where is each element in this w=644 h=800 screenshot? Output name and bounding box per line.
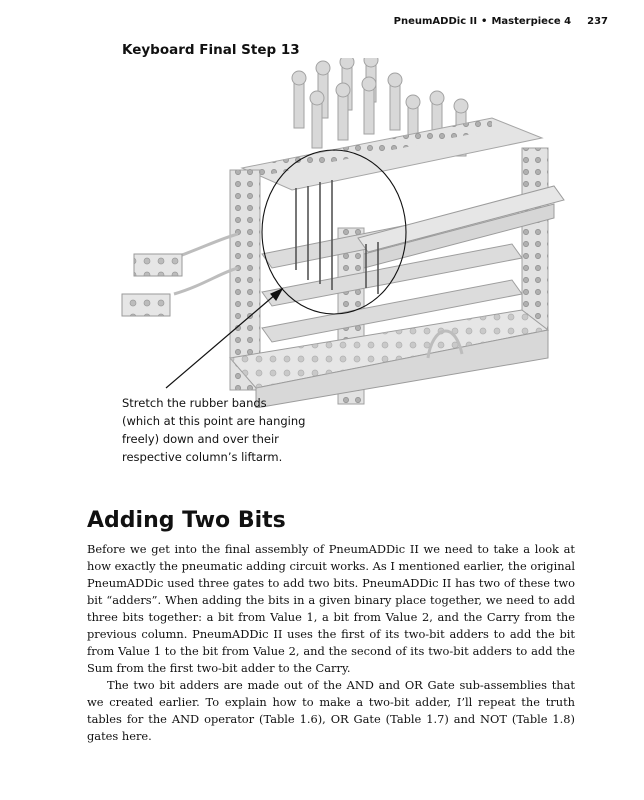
header-separator: • [481,16,488,27]
section-heading: Adding Two Bits [87,508,286,533]
running-head [394,16,608,27]
figure-step-title: Keyboard Final Step 13 [122,42,300,58]
callout-line: (which at this point are hanging [122,414,306,428]
callout-line: freely) down and over their [122,432,279,446]
page-number: 237 [587,16,608,27]
body-text [87,541,575,745]
callout-line: Stretch the rubber bands [122,396,267,410]
lego-keyboard-illustration [112,58,572,408]
left-bricks [122,254,182,316]
body-paragraph: The two bit adders are made out of the AND and OR Gate sub-assemblies that we created earlier. To explain how to make a two-bit adder, I’ll repeat the truth tables for the AND operator (Table 1.6), OR Gate (Table 1.7) and NOT (Table 1.8) gates here. [87,678,575,743]
callout-text [122,394,352,466]
chapter-title: Masterpiece 4 [491,16,572,27]
body-paragraph: Before we get into the final assembly of PneumADDic II we need to take a look at how exactly the pneumatic adding circuit works. As I mentioned earlier, the original PneumADDic used three gates to add two bits. PneumADDic II has two of these two bit “adders”. When adding the bits in a given binary place together, we need to add three bits together: a bit from Value 1, a bit from Value 2, and the Carry from the previous column. PneumADDic II uses the first of its two-bit adders to add the bit from Value 1 to the bit from Value 2, and the second of its two-bit adders to add the Sum from the first two-bit adder to the Carry. [87,542,575,675]
callout-line: respective column’s liftarm. [122,450,283,464]
book-title: PneumADDic II [393,16,478,27]
